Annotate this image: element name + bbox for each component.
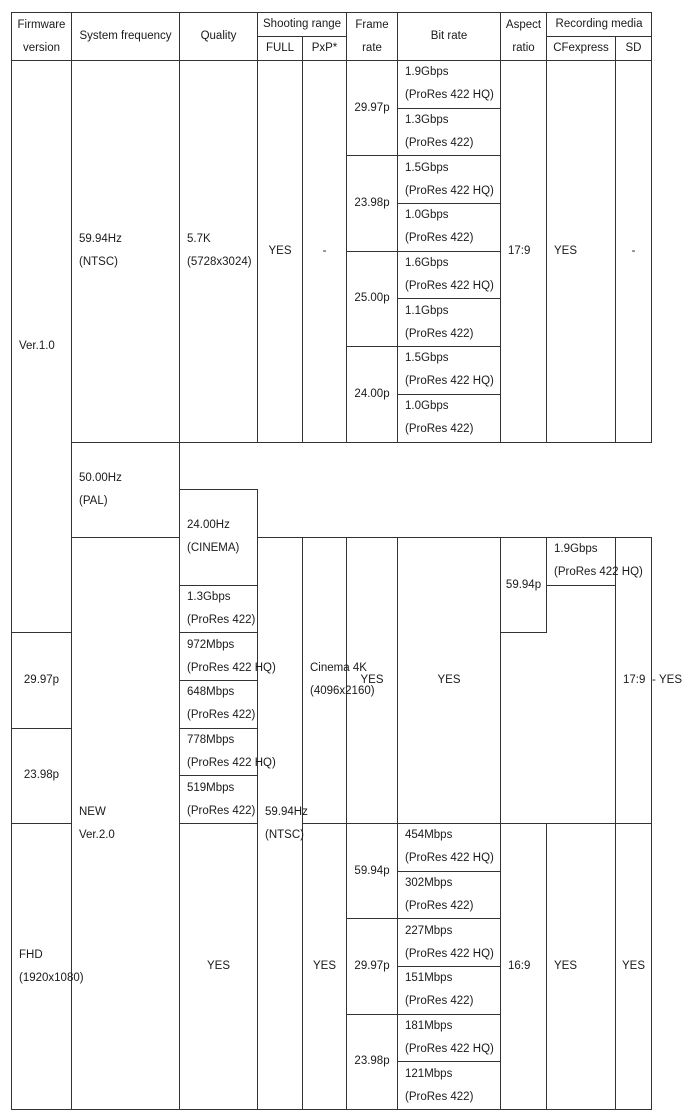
cell-line: (NTSC) — [265, 828, 304, 841]
cell-line: 1.5Gbps — [405, 352, 449, 365]
cell-line: (ProRes 422 HQ) — [405, 947, 494, 960]
aspect-ratio-cell: 16:9 — [501, 824, 547, 1110]
system-frequency-cell — [72, 61, 180, 443]
bit-rate-cell — [180, 633, 276, 681]
cell-line: (ProRes 422) — [405, 1090, 474, 1103]
header-frame-rate: Frame rate — [347, 13, 398, 61]
cell-line: 151Mbps — [405, 972, 453, 985]
cell-line: 972Mbps — [187, 638, 235, 651]
frame-rate-cell: 23.98p — [347, 1014, 398, 1109]
cell-line: (CINEMA) — [187, 542, 240, 555]
header-shooting-range: Shooting range — [258, 13, 347, 37]
frame-rate-cell: 29.97p — [347, 919, 398, 1014]
cell-line: (ProRes 422 HQ) — [405, 375, 494, 388]
table-row: NEW Ver.2.0 59.94Hz (NTSC) Cinema 4K (4096x2160) YES YES 59.94p 1.9Gbps (ProRes 422 HQ) 17:9 YES - — [12, 537, 652, 585]
cell-line: 454Mbps — [405, 829, 453, 842]
firmware-version-cell — [12, 61, 72, 633]
cell-line: (ProRes 422) — [405, 327, 474, 340]
bit-rate-cell — [398, 967, 501, 1015]
bit-rate-cell — [180, 585, 258, 633]
cell-line: 1.3Gbps — [405, 114, 449, 127]
cell-line: 1.1Gbps — [405, 304, 449, 317]
frame-rate-cell: 24.00p — [347, 347, 398, 442]
cell-line: 59.94Hz — [265, 805, 308, 818]
cell-line: (1920x1080) — [19, 971, 84, 984]
firmware-version-cell — [72, 537, 180, 1109]
cell-line: (ProRes 422) — [405, 137, 474, 150]
cell-line: (ProRes 422 HQ) — [554, 566, 643, 579]
cell-line: 648Mbps — [187, 686, 235, 699]
cfexpress-cell: YES — [547, 61, 616, 443]
frame-rate-cell: 23.98p — [12, 728, 72, 823]
table-row — [12, 61, 652, 109]
cell-line: 227Mbps — [405, 924, 453, 937]
sd-cell: YES — [616, 824, 652, 1110]
bit-rate-cell — [398, 1014, 501, 1062]
cell-line: (ProRes 422 HQ) — [405, 280, 494, 293]
cell-line: (4096x2160) — [310, 685, 375, 698]
bit-rate-cell — [398, 824, 501, 872]
header-quality: Quality — [180, 13, 258, 61]
header-pxp: PxP* — [303, 37, 347, 61]
cell-line: (ProRes 422 HQ) — [405, 852, 494, 865]
cell-line: 1.9Gbps — [405, 66, 449, 79]
frame-rate-cell: 59.94p — [501, 537, 547, 632]
header-full: FULL — [258, 37, 303, 61]
system-frequency-cell — [72, 442, 180, 537]
bit-rate-cell — [180, 728, 276, 776]
bit-rate-cell — [398, 156, 501, 204]
pxp-cell: YES — [398, 537, 501, 823]
cell-line: (ProRes 422) — [187, 804, 256, 817]
header-system-frequency: System frequency — [72, 13, 180, 61]
system-frequency-cell — [258, 537, 308, 1109]
header-firmware-version: Firmware version — [12, 13, 72, 61]
header-recording-media: Recording media — [547, 13, 652, 37]
cell-line: 778Mbps — [187, 733, 235, 746]
cell-line: 1.3Gbps — [187, 590, 231, 603]
cell-line: (NTSC) — [79, 256, 118, 269]
cell-line: Ver.1.0 — [19, 340, 55, 353]
cell-line: FHD — [19, 948, 43, 961]
bit-rate-cell — [180, 680, 258, 728]
cell-line: 302Mbps — [405, 877, 453, 890]
bit-rate-cell — [398, 1062, 501, 1110]
bit-rate-cell — [398, 919, 501, 967]
bit-rate-cell — [180, 776, 258, 824]
aspect-ratio-cell: 17:9 — [616, 537, 652, 823]
cell-line: 1.5Gbps — [405, 161, 449, 174]
cell-line: 1.6Gbps — [405, 257, 449, 270]
full-cell: YES — [258, 61, 303, 443]
cell-line: 50.00Hz — [79, 471, 122, 484]
cell-line: (ProRes 422) — [187, 709, 256, 722]
full-cell: YES — [180, 824, 258, 1110]
bit-rate-cell — [398, 299, 501, 347]
cell-line: (5728x3024) — [187, 256, 252, 269]
bit-rate-cell — [398, 61, 501, 109]
cell-line: 1.0Gbps — [405, 209, 449, 222]
sd-cell: - — [616, 61, 652, 443]
table-row — [12, 442, 652, 490]
cell-line: 519Mbps — [187, 781, 235, 794]
aspect-ratio-cell: 17:9 — [501, 61, 547, 443]
spec-table — [11, 12, 682, 1110]
cell-line: 181Mbps — [405, 1020, 453, 1033]
quality-cell — [12, 824, 84, 1110]
cell-line: (ProRes 422 HQ) — [405, 1043, 494, 1056]
bit-rate-cell — [398, 347, 501, 395]
bit-rate-cell — [398, 251, 501, 299]
bit-rate-cell — [398, 108, 501, 156]
system-frequency-cell — [180, 490, 258, 585]
cell-line: NEW — [79, 805, 106, 818]
quality-cell — [180, 61, 258, 443]
cell-line: (ProRes 422 HQ) — [405, 89, 494, 102]
bit-rate-cell — [398, 204, 501, 252]
frame-rate-cell: 23.98p — [347, 156, 398, 251]
frame-rate-cell: 25.00p — [347, 251, 398, 346]
header-sd: SD — [616, 37, 652, 61]
cell-line: Ver.2.0 — [79, 828, 115, 841]
table-body — [12, 13, 682, 1110]
cell-line: (ProRes 422 HQ) — [405, 184, 494, 197]
cell-line: 5.7K — [187, 233, 211, 246]
full-cell: YES — [347, 537, 398, 823]
frame-rate-cell: 29.97p — [347, 61, 398, 156]
header-aspect-ratio: Aspect ratio — [501, 13, 547, 61]
bit-rate-cell — [398, 871, 501, 919]
cell-line: (ProRes 422 HQ) — [187, 756, 276, 769]
cell-line: (ProRes 422) — [405, 232, 474, 245]
pxp-cell: YES — [303, 824, 347, 1110]
cell-line: (ProRes 422) — [405, 423, 474, 436]
cell-line: (PAL) — [79, 494, 108, 507]
cell-line: (ProRes 422) — [187, 613, 256, 626]
pxp-cell: - — [303, 61, 347, 443]
cell-line: 121Mbps — [405, 1067, 453, 1080]
header-cfexpress: CFexpress — [547, 37, 616, 61]
bit-rate-cell — [398, 394, 501, 442]
cell-line: 59.94Hz — [79, 233, 122, 246]
cell-line: 24.00Hz — [187, 519, 230, 532]
cell-line: (ProRes 422) — [405, 995, 474, 1008]
frame-rate-cell: 29.97p — [12, 633, 72, 728]
cell-line: Cinema 4K — [310, 662, 367, 675]
cell-line: 1.0Gbps — [405, 400, 449, 413]
cell-line: 1.9Gbps — [554, 543, 598, 556]
cfexpress-cell: YES — [547, 824, 616, 1110]
cell-line: (ProRes 422 HQ) — [187, 661, 276, 674]
header-row-1 — [12, 13, 652, 37]
frame-rate-cell: 59.94p — [347, 824, 398, 919]
cell-line: (ProRes 422) — [405, 900, 474, 913]
bit-rate-cell — [547, 537, 643, 585]
header-bit-rate: Bit rate — [398, 13, 501, 61]
